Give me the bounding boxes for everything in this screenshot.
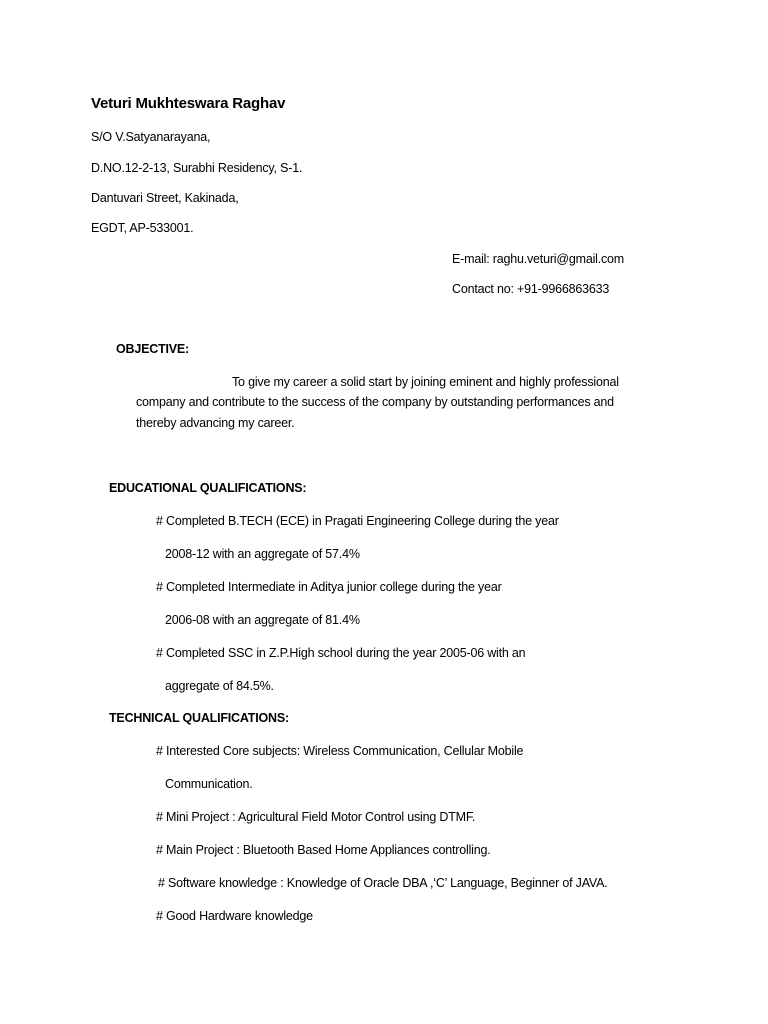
- education-item-1-line-1: # Completed B.TECH (ECE) in Pragati Engineering College during the year: [156, 514, 559, 528]
- contact-text: Contact no: +91-9966863633: [452, 282, 610, 296]
- objective-line-3: thereby advancing my career.: [136, 416, 295, 430]
- address-line-4: EGDT, AP-533001.: [91, 221, 194, 235]
- technical-item-1-line-2: Communication.: [165, 777, 253, 791]
- address-line-3: Dantuvari Street, Kakinada,: [91, 191, 239, 205]
- address-line-2: D.NO.12-2-13, Surabhi Residency, S-1.: [91, 161, 303, 175]
- education-item-3-line-1: # Completed SSC in Z.P.High school during the year 2005-06 with an: [156, 646, 526, 660]
- education-item-1-line-2: 2008-12 with an aggregate of 57.4%: [165, 547, 360, 561]
- education-item-2-line-2: 2006-08 with an aggregate of 81.4%: [165, 613, 360, 627]
- education-item-2-line-1: # Completed Intermediate in Aditya junior college during the year: [156, 580, 502, 594]
- education-item-3-line-2: aggregate of 84.5%.: [165, 679, 274, 693]
- technical-item-5: # Good Hardware knowledge: [156, 909, 313, 923]
- email-text: E-mail: raghu.veturi@gmail.com: [452, 252, 625, 266]
- technical-item-4: # Software knowledge : Knowledge of Oracle DBA ,‘C’ Language, Beginner of JAVA.: [158, 876, 608, 890]
- technical-item-3: # Main Project : Bluetooth Based Home Appliances controlling.: [156, 843, 491, 857]
- education-heading: EDUCATIONAL QUALIFICATIONS:: [109, 481, 307, 495]
- technical-item-2: # Mini Project : Agricultural Field Motor Control using DTMF.: [156, 810, 476, 824]
- address-line-1: S/O V.Satyanarayana,: [91, 130, 211, 144]
- candidate-name: Veturi Mukhteswara Raghav: [91, 95, 286, 112]
- objective-heading: OBJECTIVE:: [116, 342, 190, 356]
- technical-item-1-line-1: # Interested Core subjects: Wireless Communication, Cellular Mobile: [156, 744, 524, 758]
- objective-line-2: company and contribute to the success of the company by outstanding performances and: [136, 395, 614, 409]
- technical-heading: TECHNICAL QUALIFICATIONS:: [109, 711, 289, 725]
- objective-line-1: To give my career a solid start by joining eminent and highly professional: [232, 375, 619, 389]
